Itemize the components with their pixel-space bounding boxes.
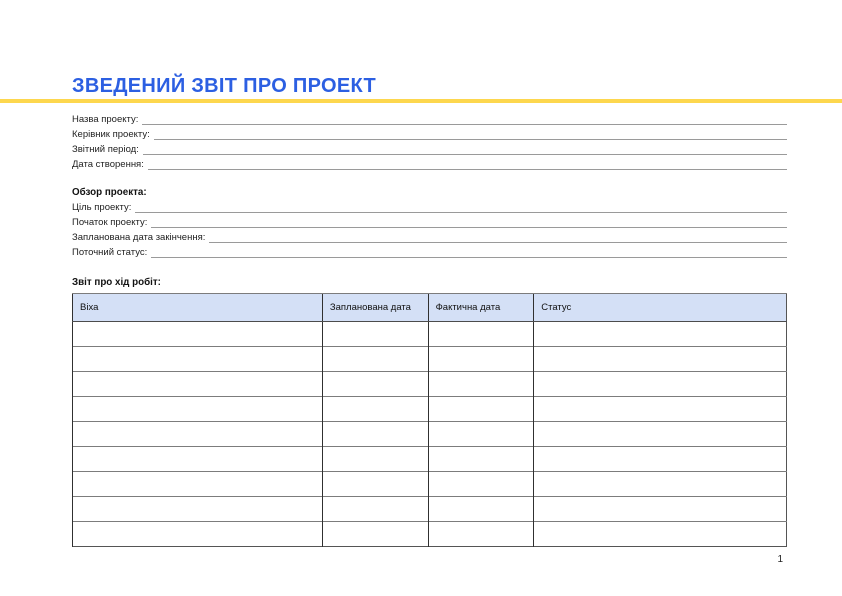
status-cell[interactable]: [534, 472, 787, 497]
status-cell[interactable]: [534, 372, 787, 397]
milestones-table: [72, 293, 787, 547]
status-cell[interactable]: [534, 322, 787, 347]
actual-date-cell[interactable]: [428, 347, 534, 372]
planned-date-cell[interactable]: [322, 522, 428, 547]
page-number: 1: [777, 554, 783, 565]
milestones-body: [73, 322, 787, 547]
actual-date-cell[interactable]: [428, 422, 534, 447]
planned-date-cell[interactable]: [322, 397, 428, 422]
status-cell[interactable]: [534, 347, 787, 372]
field-blank-line[interactable]: [151, 245, 787, 258]
table-header-row: [73, 294, 787, 322]
section-heading-progress: Звіт про хід робіт:: [72, 277, 161, 288]
field-blank-line[interactable]: [151, 215, 787, 228]
table-row: [73, 522, 787, 547]
milestone-cell[interactable]: [73, 447, 323, 472]
status-cell[interactable]: [534, 422, 787, 447]
milestone-cell[interactable]: [73, 522, 323, 547]
milestone-cell[interactable]: [73, 472, 323, 497]
field-blank-line[interactable]: [154, 127, 787, 140]
field-blank-line[interactable]: [142, 112, 787, 125]
field-label: Поточний статус:: [72, 247, 148, 258]
table-row: [73, 397, 787, 422]
table-row: [73, 372, 787, 397]
field-label: Запланована дата закінчення:: [72, 232, 206, 243]
status-cell[interactable]: [534, 447, 787, 472]
planned-date-cell[interactable]: [322, 372, 428, 397]
status-cell[interactable]: [534, 497, 787, 522]
actual-date-cell[interactable]: [428, 522, 534, 547]
field-blank-line[interactable]: [209, 230, 787, 243]
status-cell[interactable]: [534, 522, 787, 547]
report-title: ЗВЕДЕНИЙ ЗВІТ ПРО ПРОЕКТ: [72, 75, 376, 97]
table-row: [73, 347, 787, 372]
planned-date-cell[interactable]: [322, 497, 428, 522]
table-row: [73, 472, 787, 497]
section-heading-overview: Обзор проекта:: [72, 187, 147, 198]
project-info-section: [72, 112, 787, 172]
milestone-cell[interactable]: [73, 497, 323, 522]
field-row-project-goal: [72, 200, 787, 215]
milestone-cell[interactable]: [73, 422, 323, 447]
field-row-planned-end-date: [72, 230, 787, 245]
field-label: Початок проекту:: [72, 217, 148, 228]
column-header-planned-date: Запланована дата: [322, 294, 428, 322]
actual-date-cell[interactable]: [428, 372, 534, 397]
actual-date-cell[interactable]: [428, 447, 534, 472]
milestone-cell[interactable]: [73, 397, 323, 422]
field-blank-line[interactable]: [143, 142, 787, 155]
milestone-cell[interactable]: [73, 322, 323, 347]
field-label: Звітний період:: [72, 144, 139, 155]
milestone-cell[interactable]: [73, 347, 323, 372]
project-overview-section: [72, 185, 787, 260]
field-label: Ціль проекту:: [72, 202, 132, 213]
field-label: Керівник проекту:: [72, 129, 150, 140]
planned-date-cell[interactable]: [322, 447, 428, 472]
field-label: Дата створення:: [72, 159, 144, 170]
column-header-actual-date: Фактична дата: [428, 294, 534, 322]
actual-date-cell[interactable]: [428, 497, 534, 522]
accent-divider: [0, 99, 842, 103]
field-row-project-name: [72, 112, 787, 127]
actual-date-cell[interactable]: [428, 397, 534, 422]
planned-date-cell[interactable]: [322, 422, 428, 447]
planned-date-cell[interactable]: [322, 322, 428, 347]
planned-date-cell[interactable]: [322, 472, 428, 497]
column-header-milestone: Віха: [73, 294, 323, 322]
actual-date-cell[interactable]: [428, 322, 534, 347]
field-row-project-start: [72, 215, 787, 230]
table-row: [73, 497, 787, 522]
field-blank-line[interactable]: [135, 200, 787, 213]
status-cell[interactable]: [534, 397, 787, 422]
table-row: [73, 447, 787, 472]
planned-date-cell[interactable]: [322, 347, 428, 372]
field-blank-line[interactable]: [148, 157, 787, 170]
milestone-cell[interactable]: [73, 372, 323, 397]
actual-date-cell[interactable]: [428, 472, 534, 497]
table-row: [73, 322, 787, 347]
field-row-creation-date: [72, 157, 787, 172]
field-row-project-manager: [72, 127, 787, 142]
table-row: [73, 422, 787, 447]
field-row-reporting-period: [72, 142, 787, 157]
field-label: Назва проекту:: [72, 114, 139, 125]
field-row-current-status: [72, 245, 787, 260]
column-header-status: Статус: [534, 294, 787, 322]
